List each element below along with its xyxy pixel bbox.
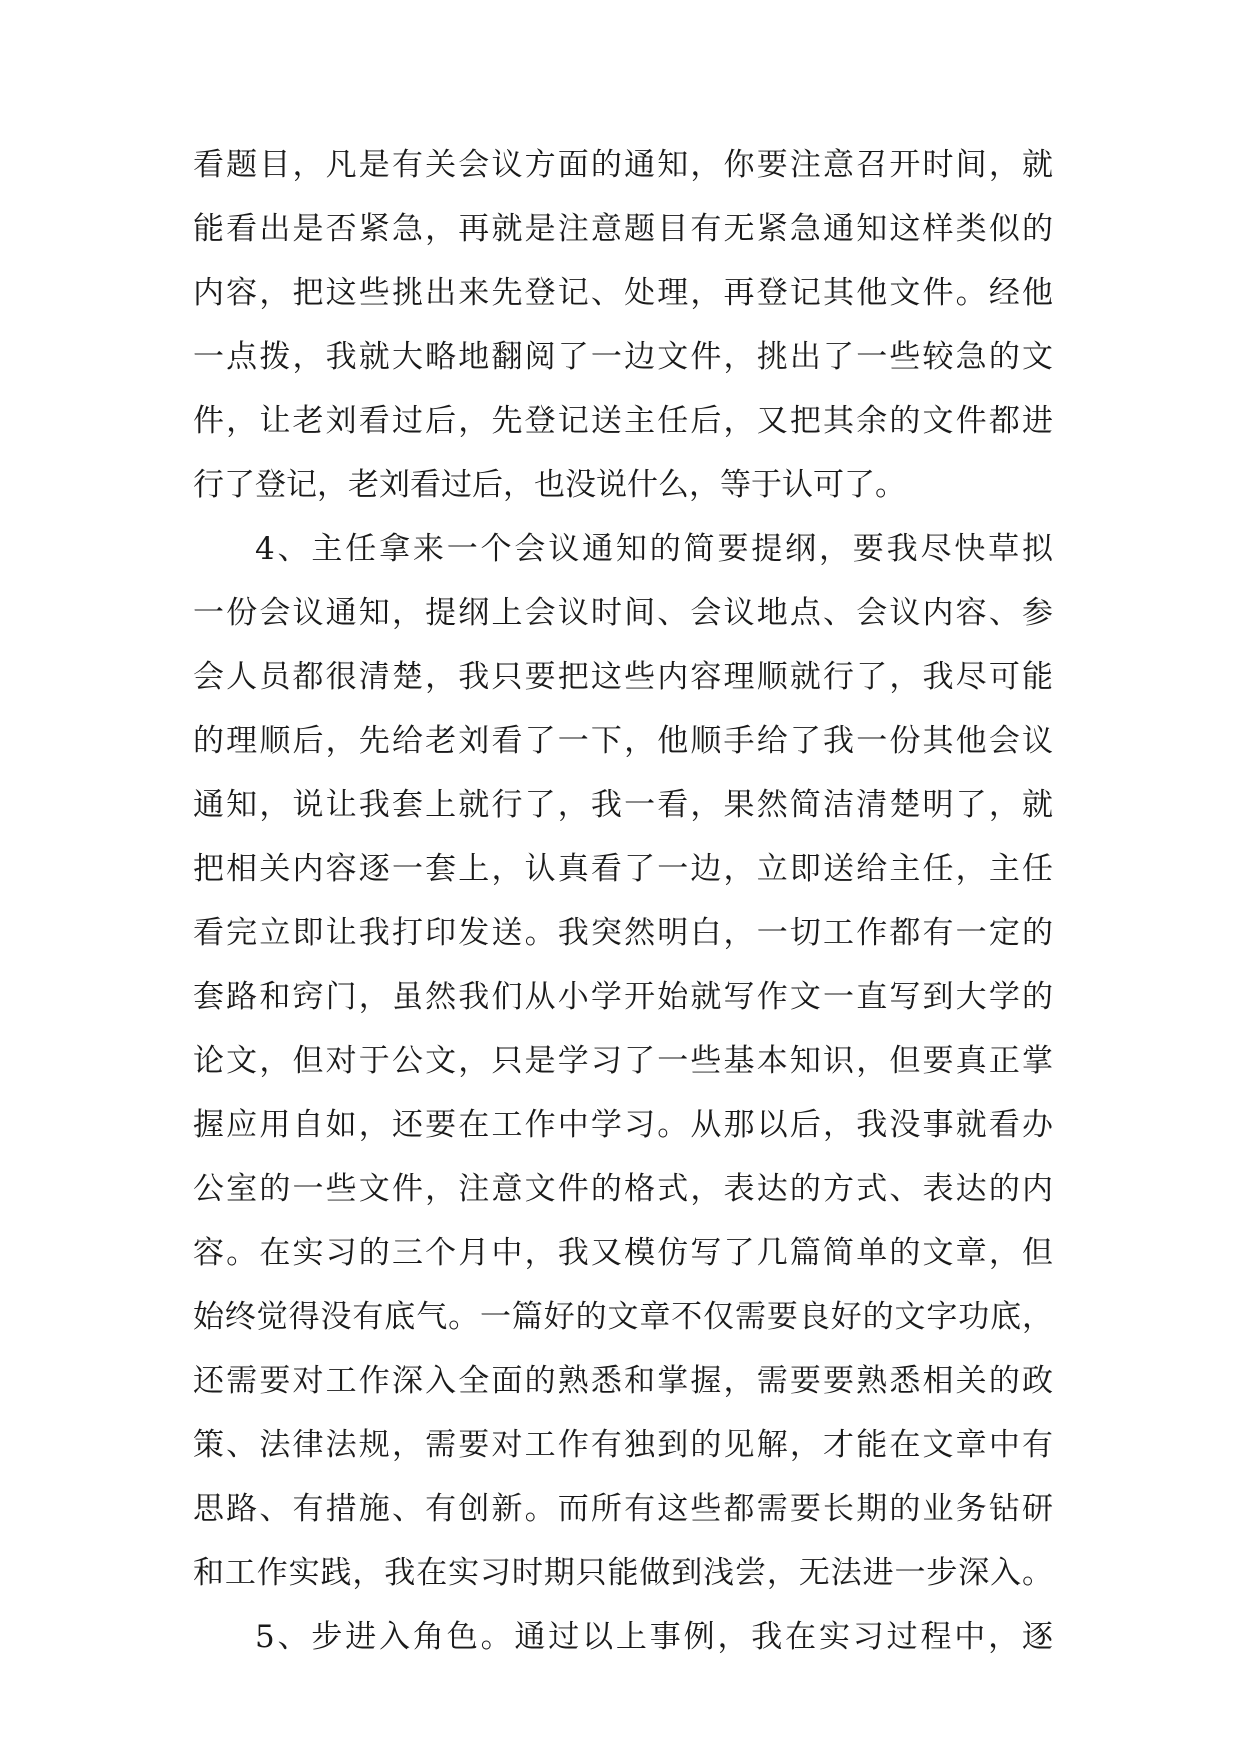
paragraph-first-line: 5、步进入角色。通过以上事例，我在实习过程中，逐 xyxy=(255,1619,1053,1655)
text-line: 一份会议通知，提纲上会议时间、会议地点、会议内容、参 xyxy=(193,595,1053,631)
text-line: 会人员都很清楚，我只要把这些内容理顺就行了，我尽可能 xyxy=(193,659,1053,695)
text-line: 套路和窍门，虽然我们从小学开始就写作文一直写到大学的 xyxy=(193,979,1053,1015)
text-line: 的理顺后，先给老刘看了一下，他顺手给了我一份其他会议 xyxy=(193,723,1053,759)
paragraph-first-line: 4、主任拿来一个会议通知的简要提纲，要我尽快草拟 xyxy=(255,531,1053,567)
text-line: 一点拨，我就大略地翻阅了一边文件，挑出了一些较急的文 xyxy=(193,339,1053,375)
text-line: 行了登记，老刘看过后，也没说什么，等于认可了。 xyxy=(193,467,906,503)
text-line: 握应用自如，还要在工作中学习。从那以后，我没事就看办 xyxy=(193,1107,1053,1143)
text-line: 策、法律法规，需要对工作有独到的见解，才能在文章中有 xyxy=(193,1427,1053,1463)
text-line: 件，让老刘看过后，先登记送主任后，又把其余的文件都进 xyxy=(193,403,1053,439)
text-line: 能看出是否紧急，再就是注意题目有无紧急通知这样类似的 xyxy=(193,211,1053,247)
text-line: 论文，但对于公文，只是学习了一些基本知识，但要真正掌 xyxy=(193,1043,1053,1079)
text-line: 始终觉得没有底气。一篇好的文章不仅需要良好的文字功底， xyxy=(193,1299,1053,1335)
text-line: 看完立即让我打印发送。我突然明白，一切工作都有一定的 xyxy=(193,915,1053,951)
text-line: 把相关内容逐一套上，认真看了一边，立即送给主任，主任 xyxy=(193,851,1053,887)
text-line: 还需要对工作深入全面的熟悉和掌握，需要要熟悉相关的政 xyxy=(193,1363,1053,1399)
text-line: 思路、有措施、有创新。而所有这些都需要长期的业务钻研 xyxy=(193,1491,1053,1527)
text-line: 公室的一些文件，注意文件的格式，表达的方式、表达的内 xyxy=(193,1171,1053,1207)
text-line: 内容，把这些挑出来先登记、处理，再登记其他文件。经他 xyxy=(193,275,1053,311)
text-line: 和工作实践，我在实习时期只能做到浅尝，无法进一步深入。 xyxy=(193,1555,1053,1591)
text-line: 通知，说让我套上就行了，我一看，果然简洁清楚明了，就 xyxy=(193,787,1053,823)
text-line: 容。在实习的三个月中，我又模仿写了几篇简单的文章，但 xyxy=(193,1235,1053,1271)
text-line: 看题目，凡是有关会议方面的通知，你要注意召开时间，就 xyxy=(193,147,1053,183)
